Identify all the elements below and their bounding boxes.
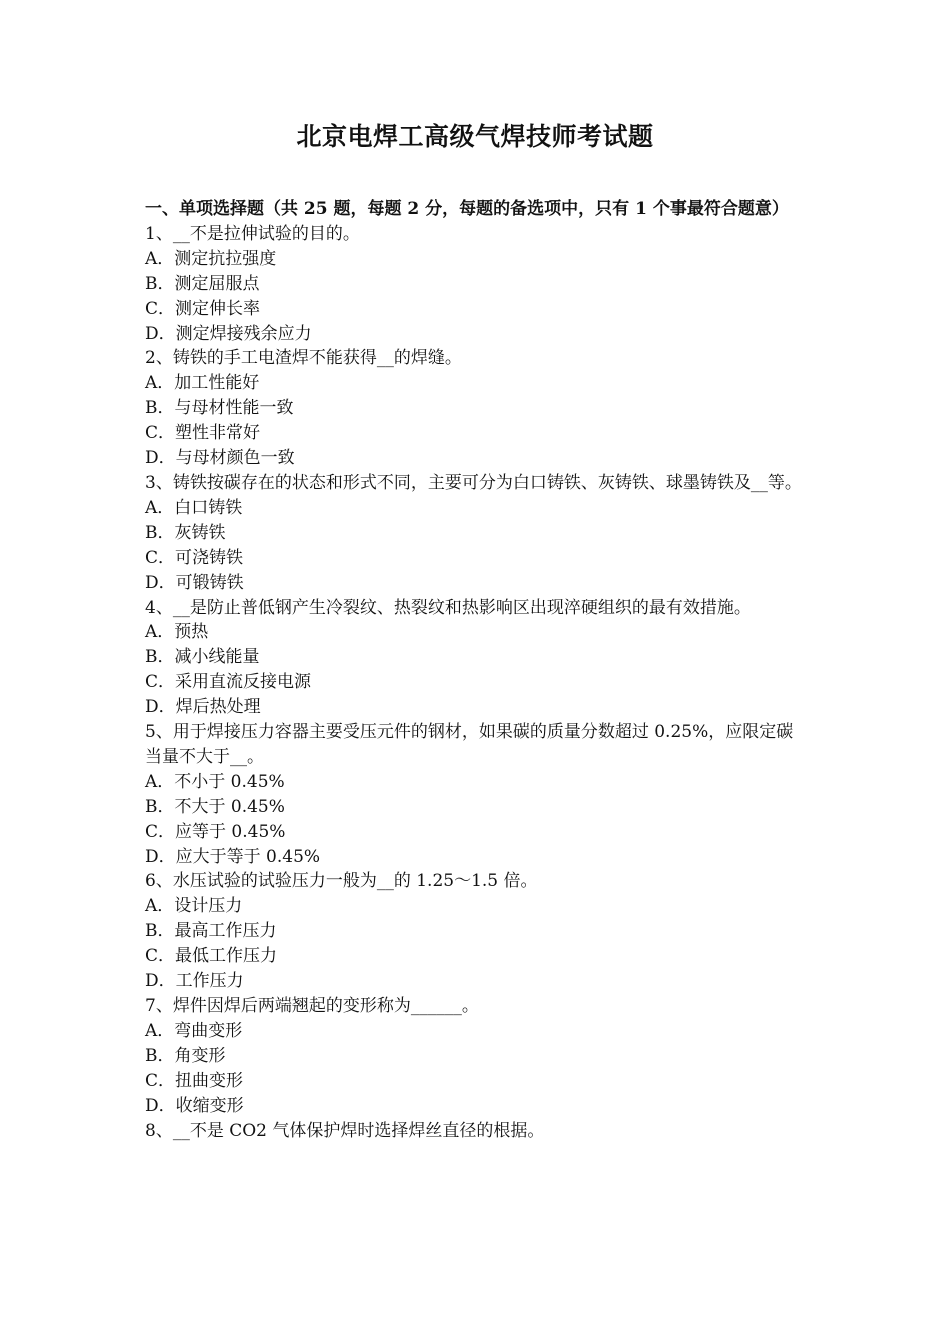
answer-option: D．应大于等于 0.45% [145, 846, 321, 867]
answer-option: C．可浇铸铁 [145, 547, 244, 568]
answer-option: D．可锻铸铁 [145, 572, 244, 593]
answer-option: B．最高工作压力 [145, 921, 277, 942]
question-stem: 6、水压试验的试验压力一般为__的 1.25～1.5 倍。 [145, 871, 538, 892]
page-title: 北京电焊工高级气焊技师考试题 [296, 122, 654, 151]
answer-option: C．塑性非常好 [145, 423, 261, 444]
answer-option: D．与母材颜色一致 [145, 448, 295, 469]
question-item [145, 222, 810, 347]
answer-option: D．收缩变形 [145, 1095, 244, 1116]
document-body [145, 197, 810, 1143]
answer-option: B．不大于 0.45% [145, 796, 285, 817]
question-list [145, 222, 810, 1144]
question-stem: 4、__是防止普低钢产生冷裂纹、热裂纹和热影响区出现淬硬组织的最有效措施。 [145, 597, 751, 618]
question-stem: 5、用于焊接压力容器主要受压元件的钢材，如果碳的质量分数超过 0.25%，应限定碳当量不大于__。 [145, 722, 794, 767]
question-item [145, 596, 810, 721]
question-item [145, 720, 810, 869]
answer-option: B．减小线能量 [145, 647, 260, 668]
question-item [145, 869, 810, 994]
answer-option: A．设计压力 [145, 896, 243, 917]
answer-option: D．焊后热处理 [145, 697, 261, 718]
answer-option: A．测定抗拉强度 [145, 248, 277, 269]
answer-option: C．测定伸长率 [145, 298, 261, 319]
question-stem: 1、__不是拉伸试验的目的。 [145, 223, 360, 244]
answer-option: C．采用直流反接电源 [145, 672, 312, 693]
answer-option: C．应等于 0.45% [145, 821, 286, 842]
question-item [145, 346, 810, 471]
question-item [145, 994, 810, 1119]
answer-option: C．扭曲变形 [145, 1070, 244, 1091]
section-heading: 一、单项选择题（共 25 题，每题 2 分，每题的备选项中，只有 1 个事最符合题意） [145, 199, 789, 219]
answer-option: A．加工性能好 [145, 373, 260, 394]
question-item [145, 1119, 810, 1144]
answer-option: A．弯曲变形 [145, 1020, 243, 1041]
answer-option: B．测定屈服点 [145, 273, 260, 294]
answer-option: C．最低工作压力 [145, 946, 278, 967]
answer-option: B．与母材性能一致 [145, 398, 294, 419]
question-item [145, 471, 810, 596]
answer-option: A．白口铸铁 [145, 497, 243, 518]
answer-option: D．测定焊接残余应力 [145, 323, 312, 344]
question-stem: 3、铸铁按碳存在的状态和形式不同，主要可分为白口铸铁、灰铸铁、球墨铸铁及__等。 [145, 472, 802, 493]
answer-option: A．不小于 0.45% [145, 771, 285, 792]
question-stem: 2、铸铁的手工电渣焊不能获得__的焊缝。 [145, 348, 462, 369]
question-stem: 7、焊件因焊后两端翘起的变形称为______。 [145, 996, 479, 1016]
answer-option: B．灰铸铁 [145, 522, 226, 543]
answer-option: A．预热 [145, 622, 209, 643]
answer-option: D．工作压力 [145, 971, 244, 992]
answer-option: B．角变形 [145, 1045, 226, 1066]
question-stem: 8、__不是 CO2 气体保护焊时选择焊丝直径的根据。 [145, 1120, 545, 1141]
